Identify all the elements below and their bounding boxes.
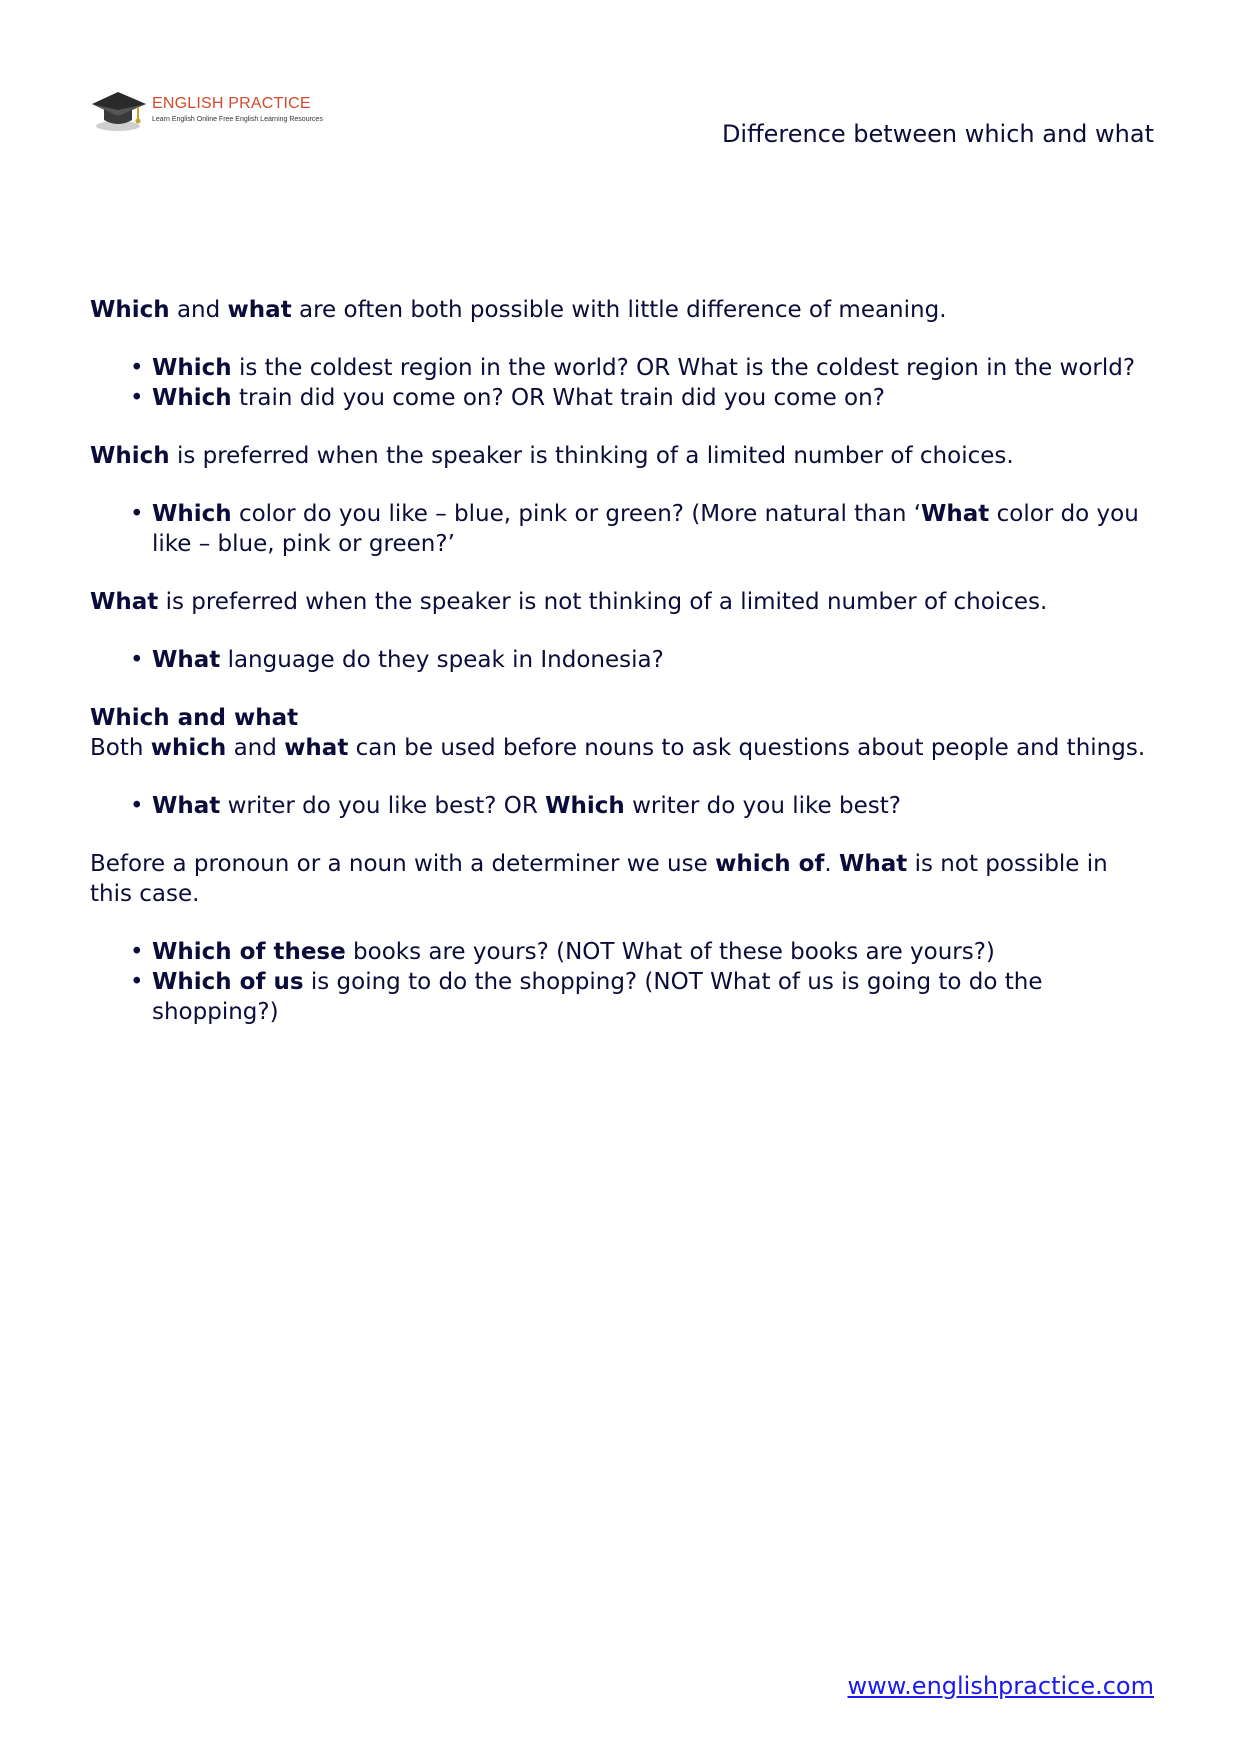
bold-term: What [152,793,221,819]
list-item [90,353,1154,383]
example-list-4 [90,791,1154,821]
list-item [90,791,1154,821]
text-run: color do you like – blue, pink or green?’ [152,501,1139,557]
text-run: Before a pronoun or a noun with a determiner we use [90,851,716,877]
document-body [90,295,1154,1027]
page-title: Difference between which and what [721,120,1154,148]
bold-term: Which [152,355,232,381]
list-item [90,645,1154,675]
text-run: is the coldest region in the world? OR What is the coldest region in the world? [231,355,1136,381]
list-item [90,383,1154,413]
text-run: writer do you like best? [624,793,901,819]
text-run: Both [90,735,151,761]
text-run: color do you like – blue, pink or green? (More natural than ‘ [231,501,922,527]
graduation-cap-icon [90,88,148,132]
bold-term: which of [715,851,825,877]
text-run: can be used before nouns to ask questions about people and things. [348,735,1146,761]
bold-term: Which [90,443,170,469]
paragraph-both [90,733,1154,763]
example-list-3 [90,645,1154,675]
bold-term: which [150,735,227,761]
text-run: are often both possible with little difference of meaning. [291,297,947,323]
bold-term: What [90,589,159,615]
footer-website-link[interactable]: www.englishpractice.com [847,1672,1154,1700]
list-item [90,937,1154,967]
bold-term: Which [90,297,170,323]
list-item [90,967,1154,1027]
text-run: is preferred when the speaker is not thinking of a limited number of choices. [158,589,1048,615]
bold-term: Which [152,501,232,527]
text-run: is preferred when the speaker is thinking of a limited number of choices. [169,443,1014,469]
heading-text: Which and what [90,705,299,731]
text-run: and [226,735,285,761]
text-run: . [824,851,840,877]
logo-tagline: Learn English Online Free English Learning Resources [152,116,323,123]
paragraph-what-preferred [90,587,1154,617]
paragraph-intro [90,295,1154,325]
bold-term: Which of us [152,969,304,995]
text-run: and [169,297,228,323]
site-logo[interactable] [90,88,323,134]
bold-term: What [921,501,990,527]
bold-term: What [839,851,908,877]
list-item [90,499,1154,559]
example-list-5 [90,937,1154,1027]
example-list-2 [90,499,1154,559]
example-list-1 [90,353,1154,413]
bold-term: Which [545,793,625,819]
text-run: is not possible in this case. [90,851,1108,907]
bold-term: Which [152,385,232,411]
text-run: train did you come on? OR What train did you come on? [231,385,885,411]
text-run: is going to do the shopping? (NOT What of us is going to do the shopping?) [152,969,1043,1025]
text-run: language do they speak in Indonesia? [220,647,664,673]
text-run: books are yours? (NOT What of these books are yours?) [345,939,995,965]
section-heading [90,703,1154,733]
text-run: writer do you like best? OR [220,793,546,819]
bold-term: Which of these [152,939,346,965]
bold-term: What [152,647,221,673]
bold-term: what [227,297,292,323]
bold-term: what [284,735,349,761]
logo-name: ENGLISH PRACTICE [152,95,311,112]
paragraph-which-preferred [90,441,1154,471]
paragraph-which-of [90,849,1154,909]
